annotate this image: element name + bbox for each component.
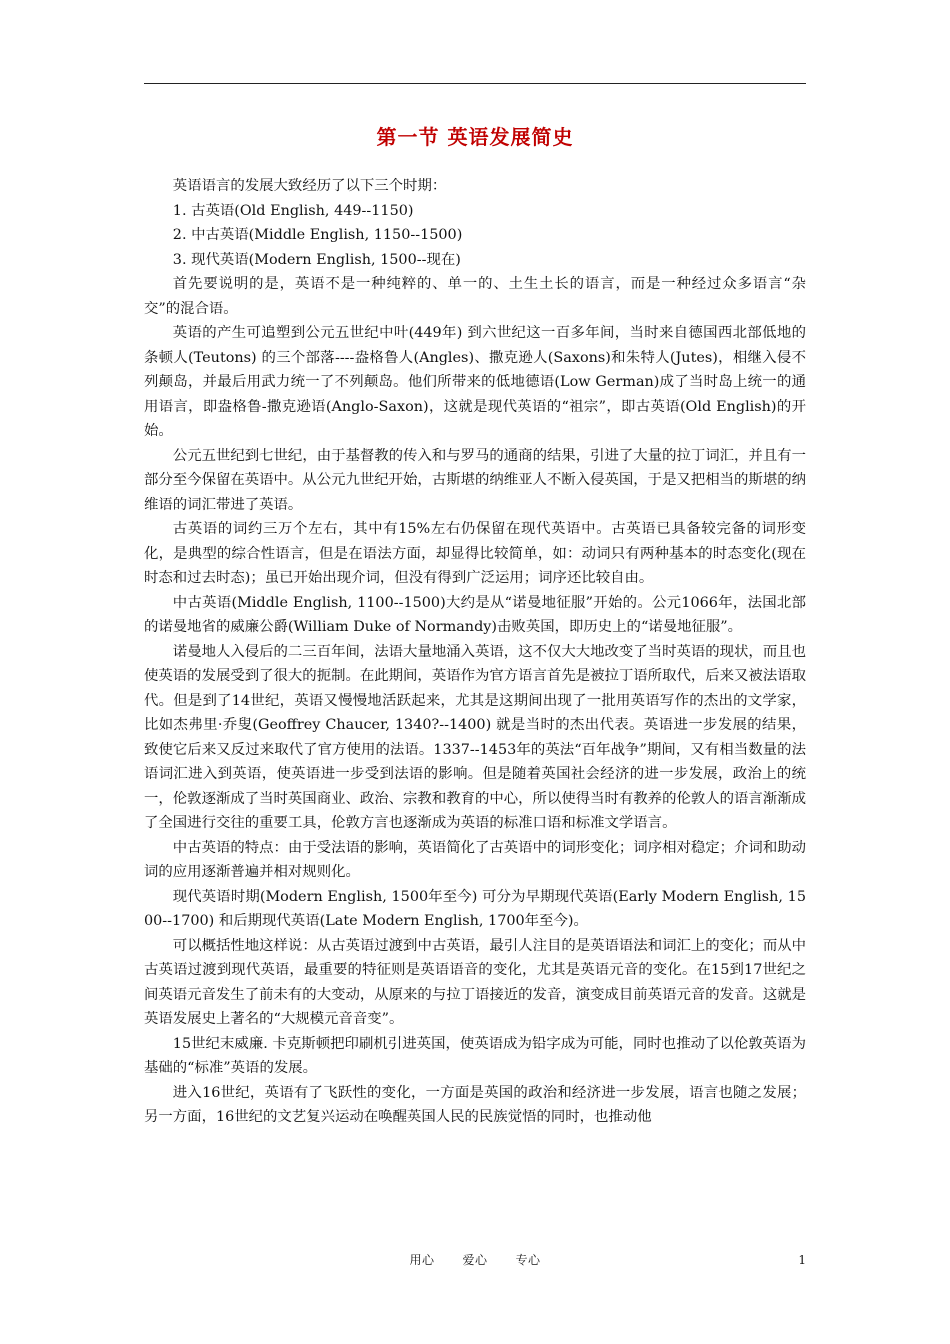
paragraph: 诺曼地人入侵后的二三百年间，法语大量地涌入英语，这不仅大大地改变了当时英语的现状，而且也使英语的发展受到了很大的扼制。在此期间，英语作为官方语言首先是被拉丁语所取代，后来又被法语取代。但是到了14世纪，英语又慢慢地活跃起来，尤其是这期间出现了一批用英语写作的杰出的文学家，比如杰弗里·乔叟(Geoffrey Chaucer, 1340?--1400) 就是当时的杰出代表。英语进一步发展的结果，致使它后来又反过来取代了官方使用的法语。1337--1453年的英法“百年战争”期间，又有相当数量的法语词汇进入到英语，使英语进一步受到法语的影响。但是随着英国社会经济的进一步发展，政治上的统一，伦敦逐渐成了当时英国商业、政治、宗教和教育的中心，所以使得当时有教养的伦敦人的语言渐渐成了全国进行交往的重要工具，伦敦方言也逐渐成为英语的标准口语和标准文学语言。 [144,643,806,831]
paragraph: 中古英语的特点：由于受法语的影响，英语简化了古英语中的词形变化；词序相对稳定；介词和助动词的应用逐渐普遍并相对规则化。 [144,839,806,880]
footer-text-right: 专心 [515,1253,541,1267]
document-body [144,174,806,1130]
paragraph: 可以概括性地这样说：从古英语过渡到中古英语，最引人注目的是英语语法和词汇上的变化；而从中古英语过渡到现代英语，最重要的特征则是英语语音的变化，尤其是英语元音的变化。在15到17世纪之间英语元音发生了前未有的大变动，从原来的与拉丁语接近的发音，演变成目前英语元音的发音。这就是英语发展史上著名的“大规模元音音变”。 [144,937,806,1027]
header-rule [144,83,806,84]
list-item: 2. 中古英语(Middle English, 1150--1500) [172,227,463,243]
list-item: 3. 现代英语(Modern English, 1500--现在) [172,251,461,268]
paragraph: 进入16世纪，英语有了飞跃性的变化，一方面是英国的政治和经济进一步发展，语言也随之发展；另一方面，16世纪的文艺复兴运动在唤醒英国人民的民族觉悟的同时，也推动他 [144,1084,806,1125]
page-number: 1 [798,1253,806,1267]
footer-motto [144,1250,806,1270]
paragraph: 古英语的词约三万个左右，其中有15%左右仍保留在现代英语中。古英语已具备较完备的词形变化，是典型的综合性语言，但是在语法方面，却显得比较简单，如：动词只有两种基本的时态变化(现在时态和过去时态)；虽已开始出现介词，但没有得到广泛运用；词序还比较自由。 [144,521,806,586]
paragraph: 中古英语(Middle English, 1100--1500)大约是从“诺曼地征服”开始的。公元1066年，法国北部的诺曼地省的威廉公爵(William Duke of Normandy)击败英国，即历史上的“诺曼地征服”。 [144,594,806,635]
page-footer [144,1250,806,1270]
paragraph: 现代英语时期(Modern English, 1500年至今) 可分为早期现代英语(Early Modern English, 1500--1700) 和后期现代英语(Late Modern English, 1700年至今)。 [144,888,806,929]
footer-text-left: 用心 [409,1253,435,1267]
paragraph: 英语语言的发展大致经历了以下三个时期： [172,178,447,194]
footer-text-middle: 爱心 [462,1253,488,1267]
paragraph: 英语的产生可追塑到公元五世纪中叶(449年) 到六世纪这一百多年间，当时来自德国西北部低地的条顿人(Teutons) 的三个部落----盎格鲁人(Angles)、撒克逊人(Saxons)和朱特人(Jutes)，相继入侵不列颠岛，并最后用武力统一了不列颠岛。他们所带来的低地德语(Low German)成了当时岛上统一的通用语言，即盎格鲁-撒克逊语(Anglo-Saxon)，这就是现代英语的“祖宗”，即古英语(Old English)的开始。 [144,325,806,439]
paragraph: 15世纪末威廉. 卡克斯顿把印刷机引进英国，使英语成为铅字成为可能，同时也推动了以伦敦英语为基础的“标准”英语的发展。 [144,1035,806,1076]
paragraph: 公元五世纪到七世纪，由于基督教的传入和与罗马的通商的结果，引进了大量的拉丁词汇，并且有一部分至今保留在英语中。从公元九世纪开始，古斯堪的纳维亚人不断入侵英国，于是又把相当的斯堪的纳维语的词汇带进了英语。 [144,447,806,513]
page-title: 第一节 英语发展简史 [376,125,574,149]
paragraph: 首先要说明的是，英语不是一种纯粹的、单一的、土生土长的语言，而是一种经过众多语言“杂交”的混合语。 [144,276,806,317]
list-item: 1. 古英语(Old English, 449--1150) [172,202,414,219]
